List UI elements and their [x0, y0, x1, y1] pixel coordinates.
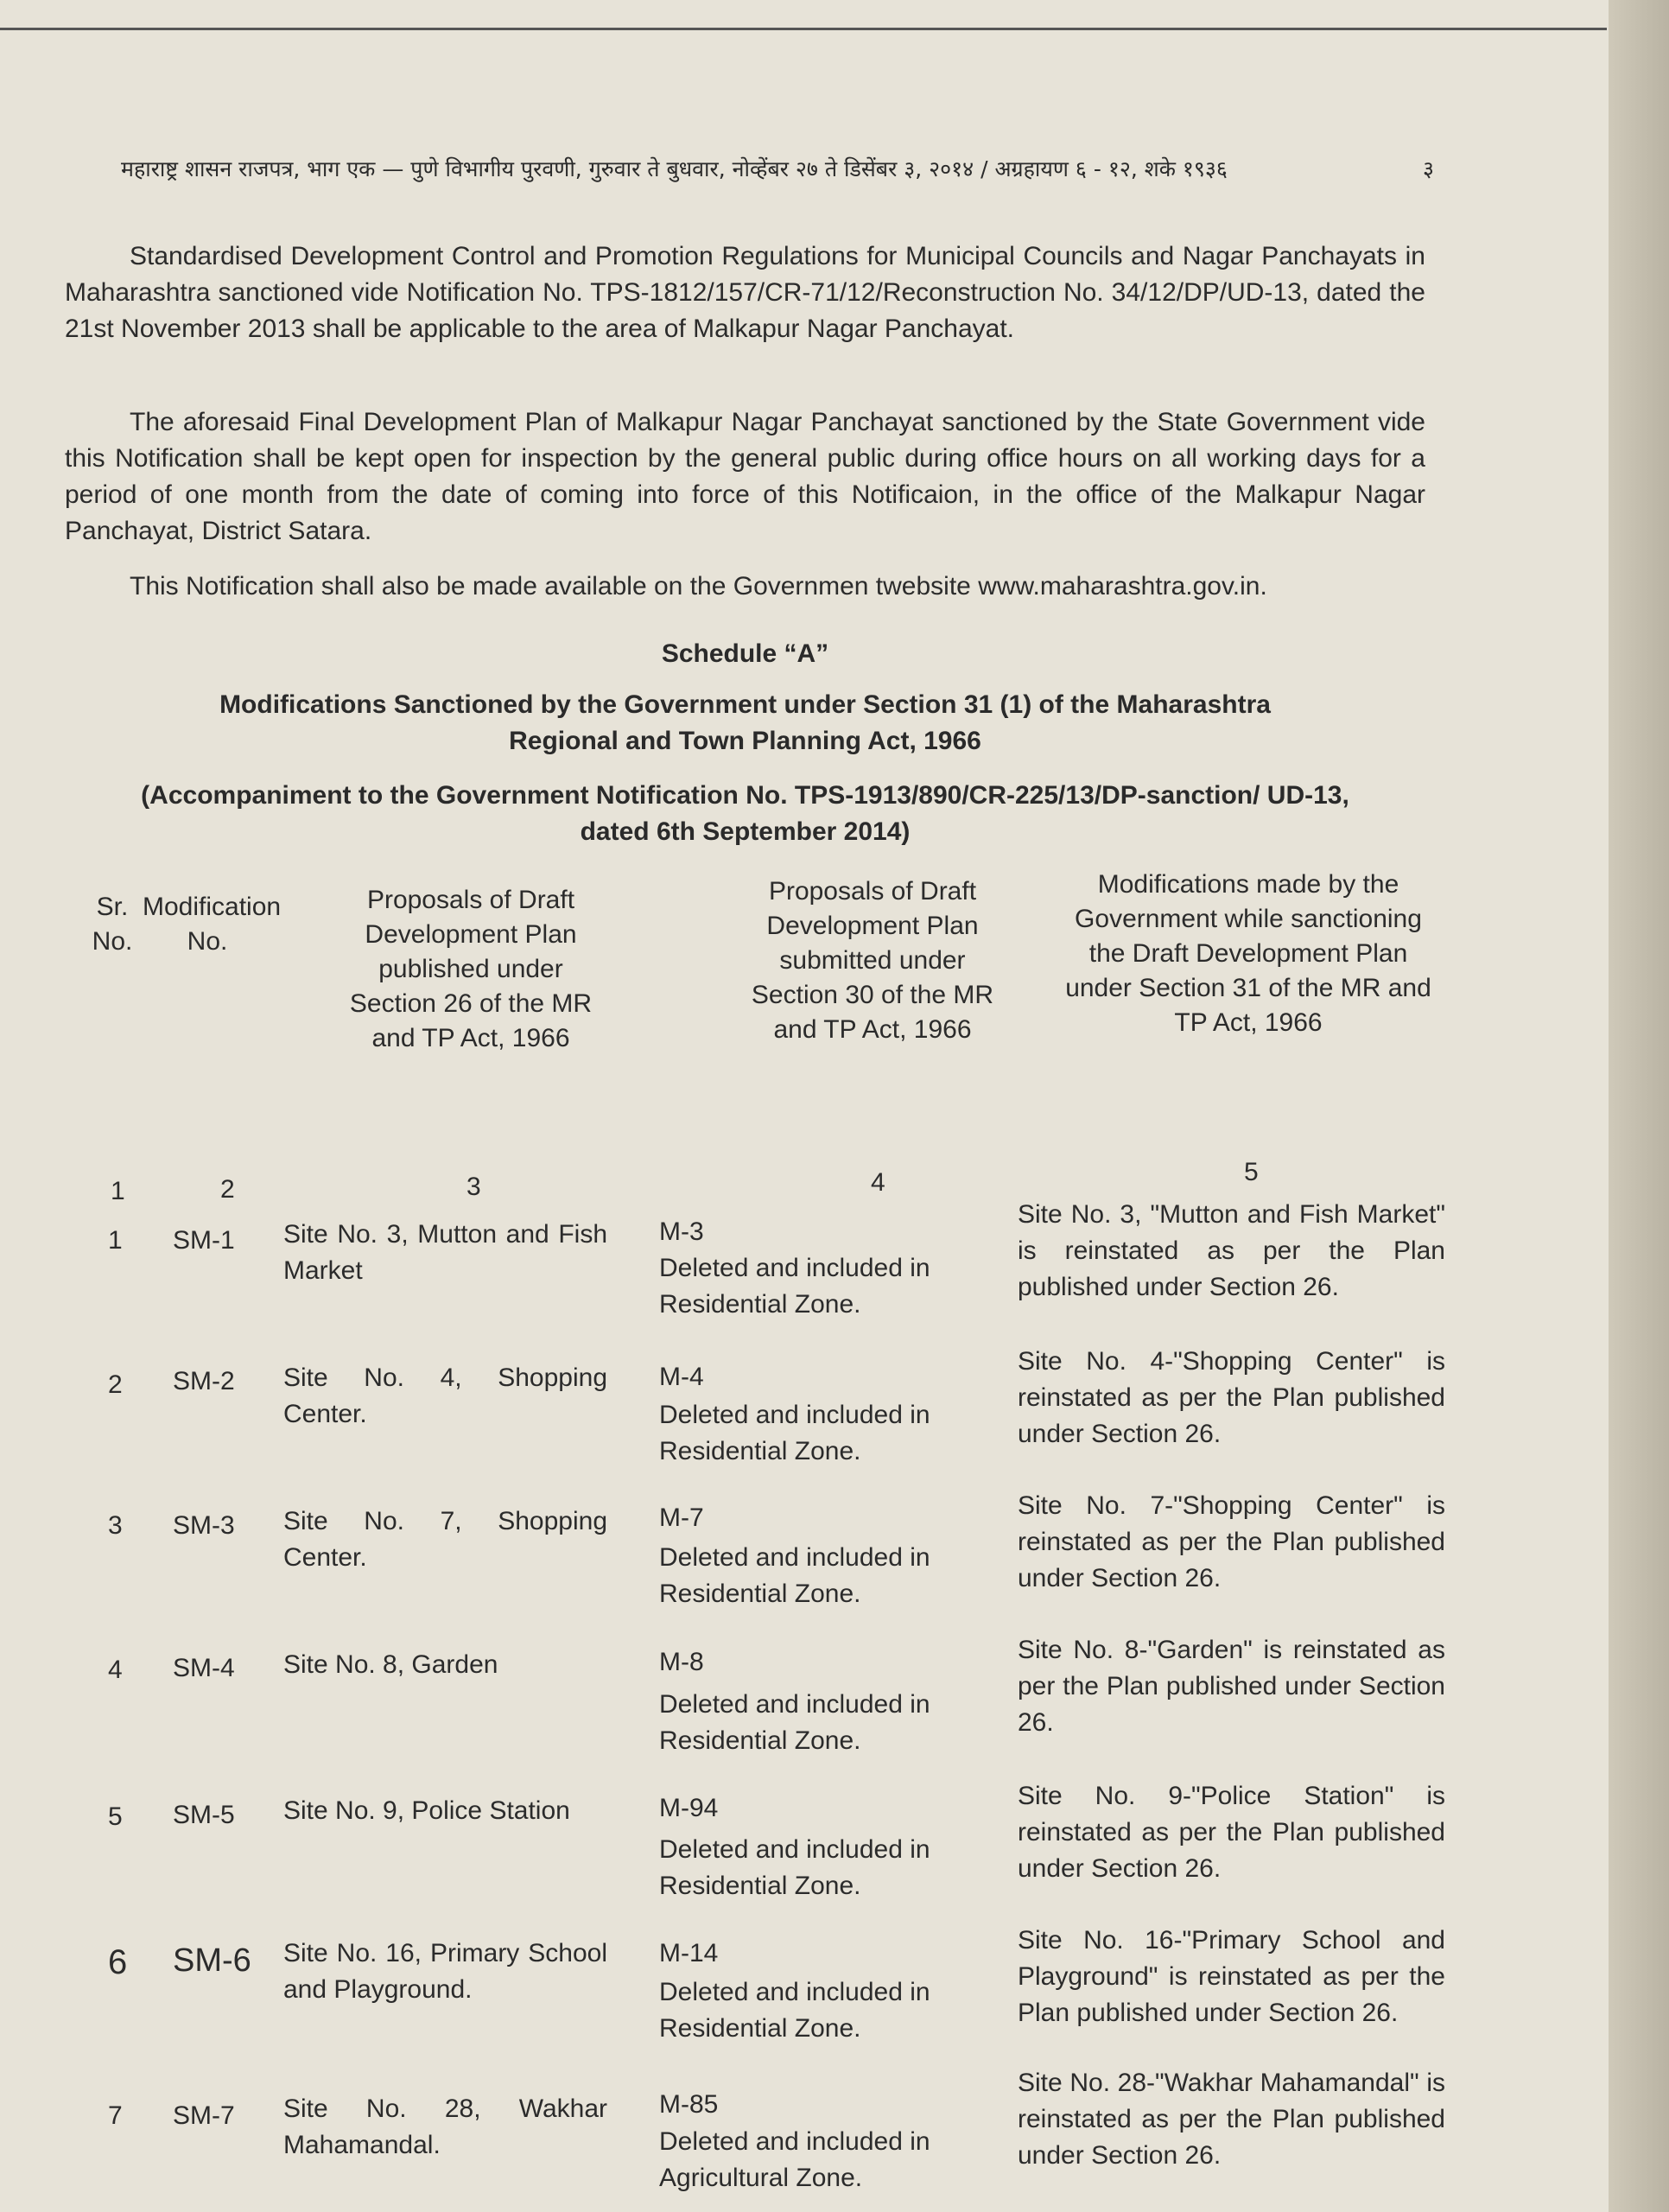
row1-col3: Site No. 3, Mutton and Fish Market: [283, 1220, 607, 1285]
row3-sr: 3: [108, 1511, 123, 1540]
row6-col3: Site No. 16, Primary School and Playground.: [283, 1939, 607, 2004]
row5-col4-code: M-94: [659, 1794, 719, 1822]
row2-col4-text: Deleted and included in Residential Zone.: [659, 1401, 930, 1465]
row3-mod: SM-3: [173, 1511, 235, 1540]
row7-col3: Site No. 28, Wakhar Mahamandal.: [283, 2094, 607, 2159]
schedule-subtitle: Modifications Sanctioned by the Government under Section 31 (1) of the Maharashtra Regional and Town Planning Act, 1966: [219, 690, 1271, 755]
header-col4: Proposals of Draft Development Plan submitted under Section 30 of the MR and TP Act, 1966: [751, 877, 994, 1044]
row5-col4-text: Deleted and included in Residential Zone.: [659, 1835, 930, 1900]
row6-col4-code: M-14: [659, 1939, 719, 1967]
row4-sr: 4: [108, 1656, 123, 1684]
page-edge: [1609, 0, 1669, 2212]
col-number-2: 2: [220, 1175, 235, 1204]
paragraph-3: This Notification shall also be made available on the Governmen twebsite www.maharashtra.gov.in.: [130, 572, 1267, 601]
row7-mod: SM-7: [173, 2101, 235, 2130]
row3-col4-text: Deleted and included in Residential Zone.: [659, 1543, 930, 1608]
row3-col4-code: M-7: [659, 1503, 704, 1532]
row4-col3: Site No. 8, Garden: [283, 1650, 498, 1679]
top-rule: [0, 28, 1607, 30]
row5-col3: Site No. 9, Police Station: [283, 1796, 570, 1825]
row2-col4-code: M-4: [659, 1363, 704, 1391]
col-number-4: 4: [871, 1168, 885, 1197]
row6-mod: SM-6: [173, 1942, 251, 1979]
header-sr-no: Sr. No.: [92, 893, 133, 956]
row1-sr: 1: [108, 1226, 123, 1255]
schedule-accompaniment: (Accompaniment to the Government Notification No. TPS-1913/890/CR-225/13/DP-sanction/ UD-13, dated 6th September 2014): [141, 781, 1349, 846]
page-number: ३: [1422, 156, 1434, 181]
row4-col4-code: M-8: [659, 1648, 704, 1676]
row7-col4-text: Deleted and included in Agricultural Zone.: [659, 2127, 930, 2192]
row2-col5: Site No. 4-"Shopping Center" is reinstated as per the Plan published under Section 26.: [1018, 1347, 1445, 1448]
row7-col5: Site No. 28-"Wakhar Mahamandal" is reinstated as per the Plan published under Section 26.: [1018, 2069, 1445, 2170]
header-text: महाराष्ट्र शासन राजपत्र, भाग एक — पुणे विभागीय पुरवणी, गुरुवार ते बुधवार, नोव्हेंबर २७ ते डिसेंबर ३, २०१४ / अग्रहायण ६ - १२, शके १९३६: [121, 156, 1228, 181]
row7-sr: 7: [108, 2101, 123, 2130]
row1-col4-text: Deleted and included in Residential Zone.: [659, 1254, 930, 1319]
row4-col4-text: Deleted and included in Residential Zone.: [659, 1690, 930, 1755]
row5-col5: Site No. 9-"Police Station" is reinstated as per the Plan published under Section 26.: [1018, 1782, 1445, 1883]
row3-col5: Site No. 7-"Shopping Center" is reinstated as per the Plan published under Section 26.: [1018, 1491, 1445, 1592]
header-col3: Proposals of Draft Development Plan published under Section 26 of the MR and TP Act, 1966: [349, 886, 593, 1052]
row3-col3: Site No. 7, Shopping Center.: [283, 1507, 607, 1572]
row2-mod: SM-2: [173, 1367, 235, 1395]
row2-col3: Site No. 4, Shopping Center.: [283, 1363, 607, 1428]
gazette-header: [121, 154, 1434, 183]
row6-sr: 6: [108, 1943, 128, 1981]
row5-mod: SM-5: [173, 1801, 235, 1829]
row6-col4-text: Deleted and included in Residential Zone.: [659, 1978, 930, 2043]
row1-mod: SM-1: [173, 1226, 235, 1255]
row4-col5: Site No. 8-"Garden" is reinstated as per the Plan published under Section 26.: [1018, 1636, 1445, 1737]
row1-col4-code: M-3: [659, 1217, 704, 1246]
col-number-5: 5: [1244, 1158, 1259, 1186]
schedule-title: Schedule “A”: [661, 639, 829, 668]
row1-col5: Site No. 3, "Mutton and Fish Market" is reinstated as per the Plan published under Section 26.: [1018, 1200, 1445, 1301]
row5-sr: 5: [108, 1802, 123, 1831]
paragraph-2: The aforesaid Final Development Plan of Malkapur Nagar Panchayat sanctioned by the State Government vide this Notification shall be kept open for inspection by the general public during office hours on all working days for a period of one month from the date of coming into force of this Notificaion, in the office of the Malkapur Nagar Panchayat, District Satara.: [65, 408, 1425, 545]
row2-sr: 2: [108, 1370, 123, 1399]
col-number-3: 3: [466, 1173, 481, 1201]
row4-mod: SM-4: [173, 1654, 235, 1682]
header-col5: Modifications made by the Government while sanctioning the Draft Development Plan under Section 31 of the MR and TP Act, 1966: [1065, 870, 1431, 1037]
row7-col4-code: M-85: [659, 2090, 719, 2119]
header-modification-no: Modification No.: [143, 893, 282, 956]
paragraph-1: Standardised Development Control and Promotion Regulations for Municipal Councils and Nagar Panchayats in Maharashtra sanctioned vide Notification No. TPS-1812/157/CR-71/12/Reconstruction No. 34/12/DP/UD-13, dated the 21st November 2013 shall be applicable to the area of Malkapur Nagar Panchayat.: [65, 242, 1425, 343]
col-number-1: 1: [111, 1177, 125, 1205]
row6-col5: Site No. 16-"Primary School and Playground" is reinstated as per the Plan published under Section 26.: [1018, 1926, 1445, 2027]
